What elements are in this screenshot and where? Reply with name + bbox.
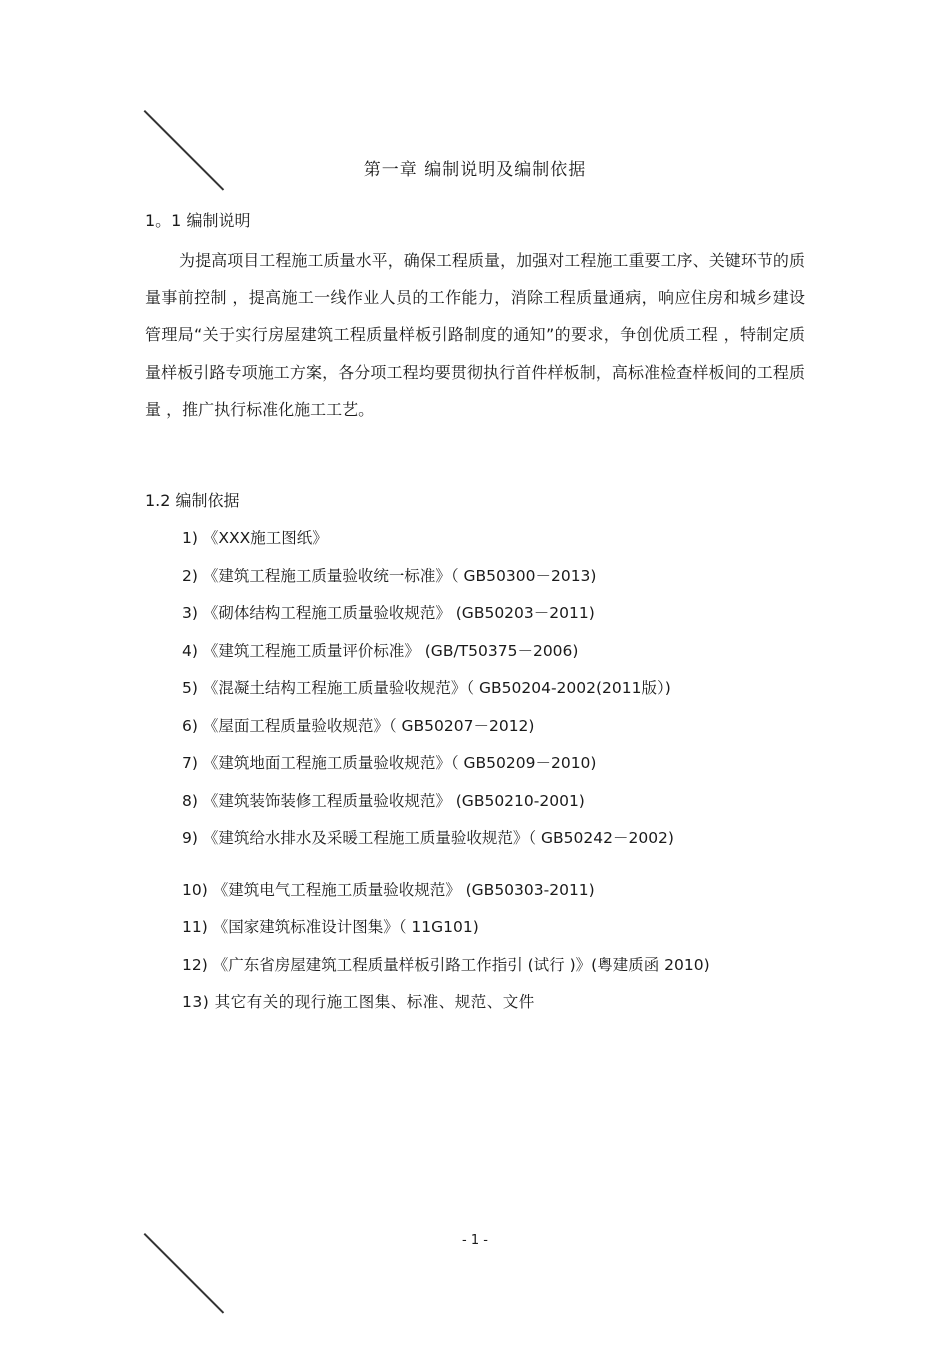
reference-item: 12) 《广东省房屋建筑工程质量样板引路工作指引 (试行 )》(粤建质函 2010)	[182, 955, 710, 974]
page-number: - 1 -	[462, 1233, 488, 1248]
chapter-title: 第一章 编制说明及编制依据	[363, 160, 587, 180]
reference-item: 3) 《砌体结构工程施工质量验收规范》 (GB50203－2011)	[182, 604, 595, 622]
section-2-heading: 1.2 编制依据	[145, 491, 240, 510]
reference-item: 2) 《建筑工程施工质量验收统一标准》（ GB50300－2013)	[182, 566, 597, 585]
section-1-paragraph-text: 为提高项目工程施工质量水平，确保工程质量，加强对工程施工重要工序、关键环节的质量事前控制 ，提高施工一线作业人员的工作能力，消除工程质量通病，响应住房和城乡建设管理局“关于实行房屋建筑工程质量样板引路制度的通知”的要求，争创优质工程 ，特制定质量样板引路专项施工方案，各分项工程均要贯彻执行首件样板制，高标准检查样板间的工程质量 ，推广执行标准化施工工艺。	[145, 251, 805, 419]
reference-item: 13) 其它有关的现行施工图集、标准、规范、文件	[182, 993, 535, 1011]
reference-item: 1) 《XXX施工图纸》	[182, 529, 328, 547]
section-1-heading: 1。1 编制说明	[145, 211, 251, 230]
reference-item: 9) 《建筑给水排水及采暖工程施工质量验收规范》（ GB50242－2002)	[182, 829, 674, 847]
reference-item: 10) 《建筑电气工程施工质量验收规范》 (GB50303-2011)	[182, 880, 595, 899]
reference-item: 6) 《屋面工程质量验收规范》（ GB50207－2012)	[182, 716, 535, 735]
reference-item: 11) 《国家建筑标准设计图集》（ 11G101)	[182, 918, 479, 936]
reference-item: 8) 《建筑装饰装修工程质量验收规范》 (GB50210-2001)	[182, 791, 585, 810]
reference-item: 7) 《建筑地面工程施工质量验收规范》（ GB50209－2010)	[182, 754, 597, 772]
reference-item: 4) 《建筑工程施工质量评价标准》 (GB/T50375－2006)	[182, 641, 579, 660]
section-1-paragraph	[145, 242, 805, 428]
reference-list	[182, 520, 822, 1022]
reference-item: 5) 《混凝土结构工程施工质量验收规范》（ GB50204-2002(2011版）)	[182, 679, 671, 697]
